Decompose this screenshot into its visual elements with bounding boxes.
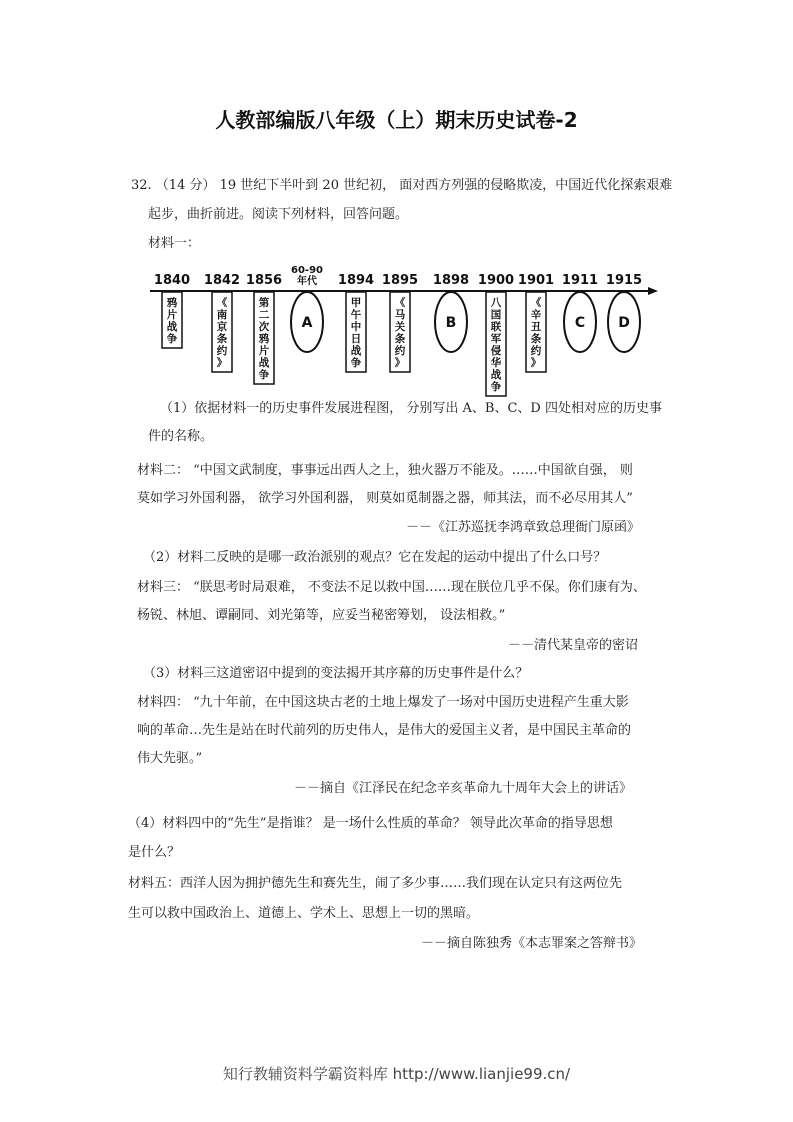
m2-line-2: 莫如学习外国利器， 欲学习外国利器， 则莫如觅制器之器，师其法，而不必尽用其人” [137, 491, 633, 506]
q1-line-2: 件的名称。 [148, 429, 214, 444]
m4-line-2: 响的革命…先生是站在时代前列的历史伟人，是伟大的爱国主义者，是中国民主革命的 [137, 723, 632, 738]
event-box-char: 战 [350, 345, 362, 357]
event-box-char: 《 [530, 297, 542, 309]
timeline-year: 1842 [203, 273, 241, 288]
event-box-char: 午 [350, 309, 362, 321]
event-box-char: 争 [258, 369, 270, 381]
event-box-char: 争 [166, 333, 178, 345]
event-box-char: 》 [394, 357, 406, 369]
q4-line-2: 是什么？ [128, 845, 181, 860]
event-box-char: 争 [490, 381, 502, 393]
timeline-year: 1895 [381, 273, 419, 288]
event-box-char: 二 [258, 309, 270, 321]
event-box-char: 战 [490, 369, 502, 381]
m3-line-2: 杨锐、林旭、谭嗣同、刘光第等，应妥当秘密筹划， 设法相救。” [137, 608, 506, 623]
timeline-year: 1900 [477, 273, 515, 288]
event-box-char: 辛 [530, 309, 542, 321]
event-box-char: 约 [530, 345, 542, 357]
page-title: 人教部编版八年级（上）期末历史试卷-2 [215, 108, 578, 132]
m2-source: －－《江苏巡抚李鸿章致总理衙门原函》 [405, 520, 640, 535]
event-letter: A [301, 315, 313, 331]
m5-source: －－摘自陈独秀《本志罪案之答辩书》 [420, 936, 642, 951]
event-box-char: 战 [166, 321, 178, 333]
event-box-char: 华 [490, 357, 502, 369]
event-box-char: 争 [350, 357, 362, 369]
event-box-char: 军 [490, 333, 502, 345]
event-box-char: 约 [216, 345, 228, 357]
event-box-char: 条 [530, 333, 542, 345]
timeline-year: 年代 [297, 276, 317, 287]
m3-source: －－清代某皇帝的密诏 [507, 638, 638, 653]
m4-line-1: 材料四： “九十年前，在中国这块古老的土地上爆发了一场对中国历史进程产生重大影 [137, 695, 629, 710]
m4-source: －－摘自《江泽民在纪念辛亥革命九十周年大会上的讲话》 [293, 781, 632, 796]
event-box-char: 中 [350, 321, 362, 333]
m2-line-1: 材料二： “中国文武制度，事事远出西人之上，独火器万不能及。……中国欲自强， 则 [137, 463, 633, 478]
question-line-2: 起步，曲折前进。阅读下列材料，回答问题。 [148, 207, 409, 222]
timeline-year: 1898 [432, 273, 470, 288]
event-box-char: 侵 [490, 345, 502, 357]
event-box-char: 八 [490, 297, 502, 309]
event-box-char: 鸦 [258, 333, 270, 345]
question-line-1: 32. （14 分） 19 世纪下半叶到 20 世纪初， 面对西方列强的侵略欺凌，中国近代化探索艰难 [131, 178, 673, 193]
q2-line-1: （2）材料二反映的是哪一政治派别的观点？它在发起的运动中提出了什么口号？ [143, 550, 607, 565]
timeline-year: 1894 [337, 273, 375, 288]
event-box-char: 战 [258, 357, 270, 369]
event-letter: C [574, 315, 586, 331]
q4-line-1: （4）材料四中的“先生”是指谁？ 是一场什么性质的革命？ 领导此次革命的指导思想 [128, 816, 613, 831]
timeline-diagram [150, 262, 660, 393]
timeline-arrow-icon [648, 287, 658, 295]
footer-watermark: 知行教辅资料学霸资料库 http://www.lianjie99.cn/ [222, 1065, 571, 1083]
event-box-char: 国 [490, 309, 502, 321]
event-box-char: 《 [216, 297, 228, 309]
timeline-year: 1856 [245, 273, 283, 288]
event-box-char: 》 [530, 357, 542, 369]
m5-line-2: 生可以救中国政治上、道德上、学术上、思想上一切的黑暗。 [128, 906, 480, 921]
event-box-char: 》 [216, 357, 228, 369]
event-box-char: 约 [394, 345, 406, 357]
timeline-year: 1911 [561, 273, 599, 288]
event-box-char: 马 [394, 309, 406, 321]
m4-line-3: 伟大先驱。” [137, 751, 203, 766]
event-box-char: 丑 [530, 321, 542, 333]
event-box-char: 片 [258, 345, 270, 357]
event-box-char: 次 [258, 321, 270, 333]
timeline-year: 1901 [517, 273, 555, 288]
event-box-char: 联 [490, 321, 502, 333]
event-letter: B [445, 315, 457, 331]
event-box-char: 南 [216, 309, 228, 321]
m5-line-1: 材料五：西洋人因为拥护德先生和赛先生，闹了多少事……我们现在认定只有这两位先 [128, 876, 623, 891]
event-box-char: 条 [394, 333, 406, 345]
event-box-char: 条 [216, 333, 228, 345]
event-box-char: 鸦 [166, 297, 178, 309]
timeline-year: 60-90 [291, 265, 323, 276]
material-1-label: 材料一： [148, 236, 201, 251]
event-box-char: 甲 [350, 297, 362, 309]
timeline-year: 1840 [153, 273, 191, 288]
event-box-char: 《 [394, 297, 406, 309]
event-box-char: 关 [394, 321, 406, 333]
event-box-char: 日 [350, 333, 362, 345]
event-box-char: 第 [258, 297, 270, 309]
event-box-char: 片 [166, 309, 178, 321]
q1-line-1: （1）依据材料一的历史事件发展进程图， 分别写出 A、B、C、D 四处相对应的历史事 [160, 401, 662, 416]
event-box-char: 京 [216, 321, 228, 333]
timeline-year: 1915 [605, 273, 643, 288]
event-letter: D [618, 315, 630, 331]
q3-line-1: （3）材料三这道密诏中提到的变法揭开其序幕的历史事件是什么？ [143, 666, 529, 681]
m3-line-1: 材料三： “朕思考时局艰难， 不变法不足以救中国……现在朕位几乎不保。你们康有为、 [137, 580, 646, 595]
